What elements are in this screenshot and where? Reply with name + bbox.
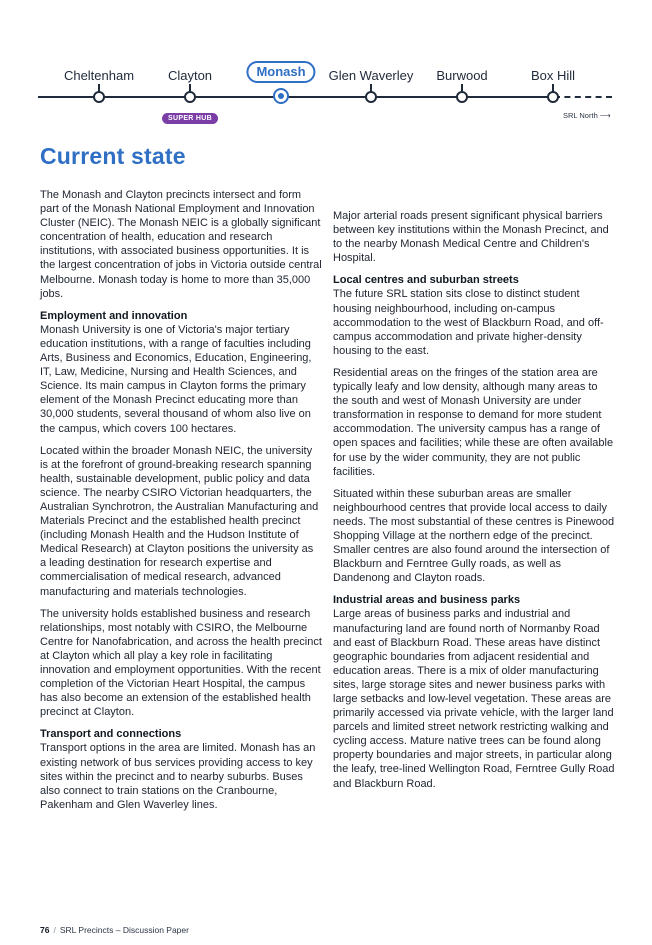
page-title: Current state [40, 143, 186, 169]
document-title: SRL Precincts – Discussion Paper [59, 925, 189, 935]
page-footer [40, 925, 189, 935]
station-marker-cheltenham [93, 91, 105, 103]
station-marker-clayton [184, 91, 196, 103]
left-column [40, 188, 322, 820]
station-marker-glen-waverley [365, 91, 377, 103]
intro-paragraph: The Monash and Clayton precincts intersect and form part of the Monash National Employment and Innovation Cluster (NEIC). The Monash NEIC is a globally significant concentration of health, education and research institutions, with associated business opportunities. It is the largest concentration of jobs in Victoria outside central Melbourne. Monash today is home to more than 35,000 jobs. [40, 189, 322, 300]
station-label-box-hill: Box Hill [530, 68, 576, 83]
local-centres-paragraph-3: Situated within these suburban areas are smaller neighbourhood centres that provide local access to daily needs. The most substantial of these centres is Pinewood Shopping Village at the northern edge of the precinct. Smaller centres are also found around the intersection of Blackburn and Ferntree Gully roads, as well as Dandenong and Clayton roads. [333, 487, 615, 585]
page-number: 76 [40, 925, 50, 935]
station-marker-burwood [456, 91, 468, 103]
heading-employment-innovation: Employment and innovation [40, 309, 188, 322]
heading-industrial-business: Industrial areas and business parks [333, 594, 521, 607]
footer-separator: / [53, 925, 56, 935]
heading-local-centres: Local centres and suburban streets [333, 274, 519, 287]
employment-paragraph-1: Monash University is one of Victoria's major tertiary education institutions, with a range of faculties including Arts, Business and Economics, Education, Engineering, IT, Law, Medicine, Nursing and Health Sciences, and Science. Its main campus in Clayton forms the primary element of the Monash Precinct educating more than 30,000 students, several thousand of whom also live on the campus, which covers 100 hectares. [40, 323, 312, 435]
station-marker-monash-current [273, 88, 289, 104]
local-centres-paragraph-1: The future SRL station sits close to distinct student housing neighbourhood, including on-campus accommodation to the west of Blackburn Road, and off-campus accommodation and private higher-density housing to the east. [333, 288, 604, 357]
srl-line-diagram [0, 0, 652, 130]
station-label-monash-current: Monash [246, 61, 315, 83]
station-marker-box-hill [547, 91, 559, 103]
industrial-paragraph-1: Large areas of business parks and industrial and manufacturing land are found north of Normanby Road and east of Blackburn Road. These areas have distinct geographic boundaries from adjacent residential and education areas. There is a mix of older manufacturing sites, large storage sites and newer business parks with large setbacks and low-level vegetation. These areas are primarily accessed via private vehicle, with the larger land parcels and limited street network restricting walking and cycling access. Mature native trees can be found along property boundaries and major streets, in particular along the leafy, tree-lined Wellington Road, Ferntree Gully Road and Blackburn Road. [333, 608, 615, 790]
station-label-glen-waverley: Glen Waverley [328, 68, 414, 83]
rail-track-extension-dashed [554, 96, 612, 98]
right-column [333, 209, 615, 799]
srl-north-direction-label: SRL North ⟶ [563, 111, 611, 120]
transport-paragraph-2: Major arterial roads present significant physical barriers between key institutions within the Monash Precinct, and to the nearby Monash Medical Centre and Children's Hospital. [333, 210, 609, 265]
employment-paragraph-2: Located within the broader Monash NEIC, the university is at the forefront of ground-breaking research spanning health, sustainable development, public policy and data science. The nearby CSIRO Victorian headquarters, the Australian Synchrotron, the Australian Manufacturing and Materials Precinct and the established health precinct (including Monash Health and the Hudson Institute of Medical Research) at Clayton positions the university as a leading destination for research expertise and commercialisation of medical research, advanced manufacturing and materials technologies. [40, 444, 319, 598]
heading-transport-connections: Transport and connections [40, 728, 182, 741]
station-label-burwood: Burwood [436, 68, 488, 83]
station-label-cheltenham: Cheltenham [63, 68, 135, 83]
local-centres-paragraph-2: Residential areas on the fringes of the station area are typically leafy and low density, although many areas to the south and west of Monash University are under transformation in response to demand for more student accommodation. The university campus has a range of open spaces and facilities; while these are often available for use by the wider community, they are not public facilities. [333, 366, 614, 478]
employment-paragraph-3: The university holds established business and research relationships, most notably with CSIRO, the Melbourne Centre for Nanofabrication, and across the health precinct at Clayton which all play a key role in facilitating innovation and employment opportunities. With the recent completion of the Victorian Heart Hospital, the campus has also become an extension of the established health precinct at Clayton. [40, 607, 322, 719]
transport-paragraph-1: Transport options in the area are limited. Monash has an existing network of bus services providing access to key sites within the precinct and to nearby suburbs. Buses also connect to train stations on the Cranbourne, Pakenham and Glen Waverley lines. [40, 742, 316, 811]
rail-track-line [38, 96, 554, 98]
station-label-clayton: Clayton [167, 68, 213, 83]
super-hub-badge: SUPER HUB [162, 113, 218, 124]
